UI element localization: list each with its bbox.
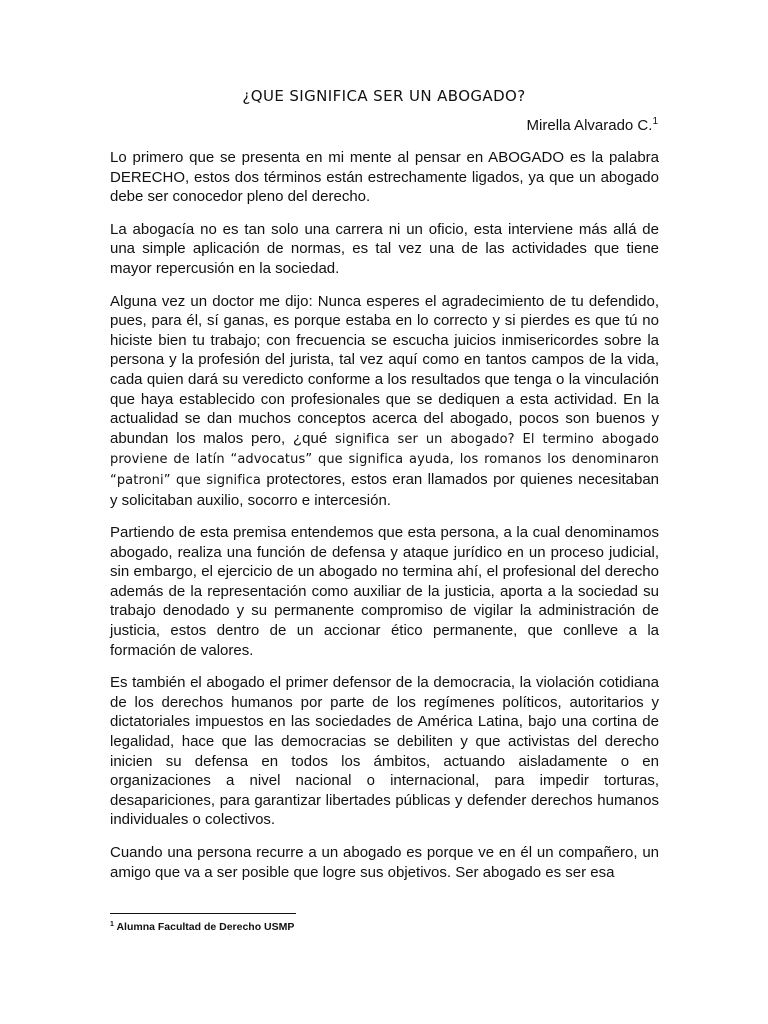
paragraph-3	[110, 292, 659, 511]
paragraph-3-part-a: Alguna vez un doctor me dijo: Nunca esperes el agradecimiento de tu defendido, pues, para él, sí ganas, es porque estaba en lo correcto y si pierdes es que tú no hiciste bien tu trabajo; con frecuencia se escucha juicios inmisericordes sobre la persona y la profesión del jurista, tal vez aquí como en tantos campos de la vida, cada quien dará su veredicto conforme a los resultados que tenga o la vinculación que haya establecido con profesionales que se dediquen a esta actividad. En la actualidad se dan muchos conceptos acerca del abogado, pocos son buenos y abundan los malos pero, ¿qué	[110, 292, 659, 447]
paragraph-3-part-b: significa ser un abogado? El termino abogado proviene de latín “advocatus” que significa ayuda, los romanos los denominaron “patroni” que significa	[110, 431, 659, 488]
footnote-marker: 1	[110, 921, 114, 928]
paragraph-3-part-c: protectores, estos eran llamados por quienes necesitaban y solicitaban auxilio, socorro e intercesión.	[110, 470, 660, 509]
paragraph-4: Partiendo de esta premisa entendemos que esta persona, a la cual denominamos abogado, realiza una función de defensa y ataque jurídico en un proceso judicial, sin embargo, el ejercicio de un abogado no termina ahí, el profesional del derecho además de la representación como auxiliar de la justicia, aporta a la sociedad su trabajo denodado y su permanente compromiso de vigilar la administración de justicia, estos dentro de un accionar ético permanente, que conlleve a la formación de valores.	[110, 524, 659, 659]
author-name: Mirella Alvarado C.	[526, 117, 653, 134]
paragraph-1: Lo primero que se presenta en mi mente al pensar en ABOGADO es la palabra DERECHO, estos dos términos están estrechamente ligados, ya que un abogado debe ser conocedor pleno del derecho.	[110, 149, 659, 206]
paragraph-5: Es también el abogado el primer defensor de la democracia, la violación cotidiana de los derechos humanos por parte de los regímenes políticos, autoritarios y dictatoriales impuestos en las sociedades de América Latina, bajo una cortina de legalidad, hace que las democracias se debiliten y que activistas del derecho inicien su defensa en todos los ámbitos, actuando aisladamente o en organizaciones a nivel nacional o internacional, para impedir torturas, desapariciones, para garantizar libertades públicas y defender derechos humanos individuales o colectivos.	[110, 674, 659, 829]
footnote-separator	[110, 913, 296, 914]
paragraph-2: La abogacía no es tan solo una carrera ni un oficio, esta interviene más allá de una simple aplicación de normas, es tal vez una de las actividades que tiene mayor repercusión en la sociedad.	[110, 220, 659, 277]
footnote	[110, 921, 294, 933]
author-line	[527, 117, 658, 134]
body-text	[110, 148, 659, 895]
author-footnote-marker: 1	[652, 116, 658, 127]
document-title: ¿QUE SIGNIFICA SER UN ABOGADO?	[242, 87, 526, 105]
footnote-text: Alumna Facultad de Derecho USMP	[116, 921, 295, 933]
paragraph-6: Cuando una persona recurre a un abogado es porque ve en él un compañero, un amigo que va a ser posible que logre sus objetivos. Ser abogado es ser esa	[110, 844, 659, 881]
